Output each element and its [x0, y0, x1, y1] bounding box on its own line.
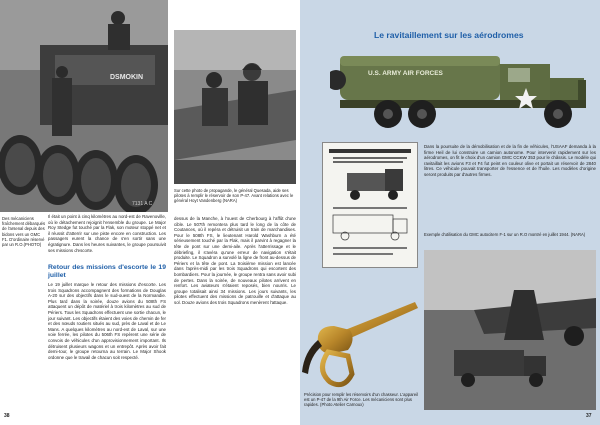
photo-caption-left: Des mécaniciens fraîchement débarqués de l'arsenal depuis des bidons vers un GMC F1. D'ordinaire réservé par un R.O.(PHOTO): [2, 216, 46, 248]
page-number-left: 38: [4, 413, 10, 419]
article-column-1: [48, 214, 166, 414]
article-paragraph-missions: Le 19 juillet marque le retour des missions d'escorte. Les trois Squadrons accompagnent des formations de Douglas A-20 sur des objectifs dans le sud-ouest de la Normandie. Plus tard dans la soirée, douze avions du 508th FS attaquent un dépôt de matériel à trois kilomètres au sud de Périers. Tous les Squadrons effectuent une sortie chacun, le jour suivant. Les objectifs étaient des voies de chemin de fer et des nœuds routiers situés au sud, près de Laval et de Le Mans. A quelques kilomètres au nord-est de Laval, sur une voie ferrée, les pilotes du 506th FS repèrent une série de convois de véhicules d'un approvisionnement important. Ils détruisent plusieurs wagons et un entrepôt. Après avoir fait demi-tour, le groupe retourna au terrain. Le Major Shook ordonne que le travail de chacun soit respecté.: [48, 282, 166, 360]
page-number-right: 37: [586, 413, 592, 419]
photo-caption-right: Sur cette photo de propagande, le général Quesada, aide ses pilotes à remplir le réservoir de son P-47. Avant relations avec le général Hoyt Vandenberg (NARA): [174, 188, 294, 204]
truck-tank-marking: U.S. ARMY AIR FORCES: [368, 70, 443, 77]
photo-airfield-refueling: [424, 250, 596, 410]
photo-general-scene: [174, 30, 296, 184]
technical-manual-extract: [322, 142, 418, 268]
airfield-photo-caption: Précision pour remplir les réservoirs d'un chasseur. L'appareil est un P-47 de la 9th Air Force. Les mécaniciens sont plus rapides. (Photo Atelier Carnoux): [304, 392, 419, 408]
fuel-nozzle-illustration: [300, 292, 420, 392]
truck-marking-text: DSMOKIN: [110, 74, 144, 81]
photo-general-with-pilot: [174, 30, 296, 184]
section-title: Retour des missions d'escorte le 19 juillet: [48, 264, 166, 279]
barrel-marking-text: 7131 A C: [132, 201, 153, 207]
article-column-2: dessus de la Manche, à l'ouest de Cherbourg à l'affût d'une cible. Le 507th remontera plus tard le long de la côte de Coutances, où il repéra et détruisit un train de marchandises. Pour le 508th FS, le lieutenant Harold Washburn a été sérieusement touché par la Flak, mais il parvint à regagner la tête de pont sur une demi-aile. Après l'atterrissage et le débriefing, il s'avéra qu'une erreur de navigation s'était produite. Le Squadron a survolé la ligne de front au-dessus de Périers et la tête de pont. La troisième mission est lancée dans l'après-midi par les trois Squadrons qui escortent des bombardiers. Pour la journée, le groupe rentra sans avoir subi de pertes. Dans la soirée, de nouveaux pilotes arrivent en renfort. Les aviateurs s'étaient reposés, bien nourris. Le groupe totalisait ainsi 34 missions. Les jours suivants, les pilotes effectuent des missions de patrouille et d'attaque au sol. Douze avions des trois Squadrons menèrent l'attaque.: [174, 216, 296, 305]
airfield-scene: [424, 250, 596, 410]
truck-drawing: [330, 44, 598, 134]
photo-mechanics-fueling-truck: [0, 0, 168, 212]
truck-description-text: Dans la poursuite de la démobilisation et de la fin de véhicules, l'USAAF demanda à la firme Heil de lui construire un camion autonome. Pour intervenir rapidement sur les aérodromes, on fit le choix d'un camion GMC CCKW 353 pour le châssis. Le modèle qui ravitaillait les avions F3 et F4 fut peint en couleur olive et portait un réservoir de 2840 litres. Ce véhicule pouvait transporter de l'essence et de l'huile. Les modèles d'origine seront produits par d'autres firmes.: [424, 144, 596, 177]
manual-caption: Exemple d'utilisation du GMC autocitern F-1 sur un R.O montré en juillet 1944. (NARA): [424, 232, 586, 237]
manual-page-drawing: [323, 143, 417, 267]
photo-mechanics-scene: [0, 0, 168, 212]
fuel-nozzle-icon: [300, 292, 420, 392]
illustration-fuel-truck: [330, 44, 598, 134]
article-paragraph-intro: Il était un point à cinq kilomètres au nord-est de Ravenoville, où le détachement rejoignit l'ensemble du groupe. Le Major Roy Stedge fut touché par la Flak, son moteur stoppé net et il réussit d'atterrir sur une piste encore en construction. Les passagers eurent la chance de s'en sortir sans une égratignure. Dans les heures suivantes, le groupe poursuivit ses missions d'escorte.: [48, 214, 166, 253]
section-heading: Le ravitaillement sur les aérodromes: [374, 30, 524, 40]
